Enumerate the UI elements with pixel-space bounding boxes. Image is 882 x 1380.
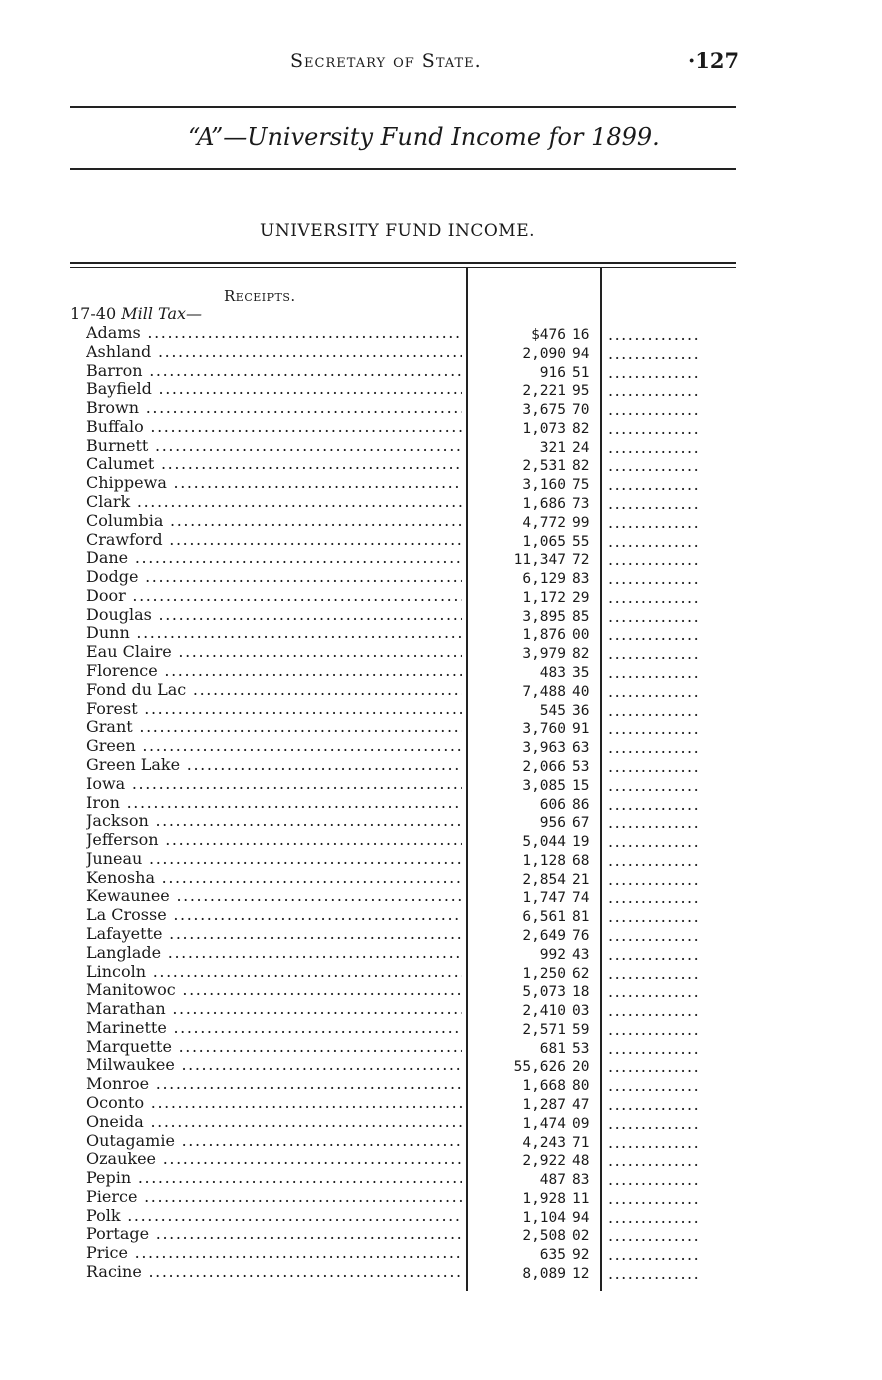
amount-dollars: 2,531 [522, 458, 566, 475]
empty-column-leader: .............. [608, 326, 701, 344]
amount-dollars: 3,895 [522, 608, 566, 625]
empty-column-leader: .............. [608, 1020, 701, 1039]
county-name: Kenosha ..... [86, 869, 462, 887]
county-name: Dodge ..... [86, 568, 462, 586]
table-row [0, 455, 882, 476]
empty-column-leader: .............. [608, 607, 701, 626]
amount-cents: 48 [572, 1153, 590, 1170]
amount-cents: 19 [572, 834, 590, 851]
amount-cents: 74 [572, 890, 590, 907]
table-row [0, 944, 882, 962]
amount-dollars: 1,250 [522, 965, 566, 982]
amount-cents: 55 [572, 533, 590, 550]
empty-column-leader: .............. [608, 570, 701, 589]
empty-column-leader: .............. [608, 776, 701, 795]
empty-column-leader: .............. [608, 1208, 701, 1227]
amount-dollars: 55,626 [513, 1059, 566, 1076]
table-row [0, 568, 882, 589]
county-name: Door ..... [86, 587, 462, 605]
amount-cents: 91 [572, 721, 590, 738]
amount-dollars: 2,221 [522, 383, 566, 400]
table-row [0, 662, 882, 683]
amount-dollars: 1,686 [522, 496, 566, 513]
county-name: Columbia ..... [86, 512, 462, 530]
amount-cents: 11 [572, 1190, 590, 1207]
amount-dollars: 1,474 [522, 1115, 566, 1132]
county-name: Green ..... [86, 737, 462, 755]
empty-column-leader: .............. [608, 1114, 701, 1133]
amount-cents: 94 [572, 1209, 590, 1226]
amount-dollars: 1,128 [522, 852, 566, 869]
receipts-heading: Receipts. [224, 287, 296, 305]
county-name: Marquette ..... [86, 1038, 462, 1056]
empty-column-leader: .............. [608, 908, 701, 927]
table-row [0, 756, 882, 774]
empty-column-leader: .............. [608, 588, 701, 607]
table-row [0, 512, 882, 530]
amount-cents: 09 [572, 1115, 590, 1132]
amount-cents: 85 [572, 608, 590, 625]
amount-dollars: 2,090 [522, 345, 566, 362]
empty-column-leader: .............. [608, 438, 701, 457]
county-name: Buffalo ..... [86, 418, 462, 436]
table-row [0, 643, 882, 664]
amount-cents: 95 [572, 383, 590, 400]
county-name: Oconto ..... [86, 1094, 462, 1112]
amount-cents: 82 [572, 420, 590, 437]
empty-column-leader: .............. [608, 1133, 701, 1152]
table-row [0, 549, 882, 570]
amount-cents: 59 [572, 1021, 590, 1038]
county-name: Juneau ..... [86, 850, 462, 868]
amount-cents: 80 [572, 1078, 590, 1095]
table-row [0, 1188, 882, 1206]
county-name: Brown ..... [86, 399, 462, 417]
amount-dollars: 3,160 [522, 477, 566, 494]
amount-cents: 16 [572, 327, 590, 343]
amount-cents: 00 [572, 627, 590, 644]
running-head: Secretary of State. [290, 50, 482, 72]
county-name: Clark ..... [86, 493, 462, 511]
county-name: Monroe ..... [86, 1075, 462, 1093]
table-row [0, 850, 882, 868]
table-row [0, 1038, 882, 1056]
amount-dollars: 1,073 [522, 420, 566, 437]
amount-cents: 63 [572, 740, 590, 757]
county-name: Racine ..... [86, 1263, 462, 1281]
amount-cents: 92 [572, 1247, 590, 1264]
empty-column-leader: .............. [608, 701, 701, 720]
empty-column-leader: .............. [608, 401, 701, 420]
empty-column-leader: .............. [608, 757, 701, 776]
county-name: Douglas ..... [86, 606, 462, 624]
county-name: Bayfield ..... [86, 380, 462, 398]
group-prefix: 17-40 [70, 304, 117, 323]
amount-dollars: 635 [539, 1247, 566, 1264]
amount-cents: 70 [572, 402, 590, 419]
empty-column-leader: .............. [608, 1246, 701, 1265]
amount-cents: 51 [572, 364, 590, 381]
table-row [0, 1244, 882, 1265]
table-row [0, 1113, 882, 1131]
empty-column-leader: .............. [608, 926, 701, 945]
table-row [0, 493, 882, 514]
amount-dollars: 2,854 [522, 871, 566, 888]
table-row [0, 1019, 882, 1037]
amount-cents: 86 [572, 796, 590, 813]
table-row [0, 925, 882, 943]
county-name: Iowa ..... [86, 775, 462, 793]
empty-column-leader: .............. [608, 889, 701, 908]
amount-cents: 24 [572, 439, 590, 456]
county-name: Pierce ..... [86, 1188, 462, 1206]
amount-cents: 82 [572, 458, 590, 475]
empty-column-leader: .............. [608, 419, 701, 438]
county-name: Ashland ..... [86, 343, 462, 361]
county-name: Forest ..... [86, 700, 462, 718]
county-name: Oneida ..... [86, 1113, 462, 1131]
empty-column-leader: .............. [608, 833, 701, 852]
empty-column-leader: .............. [608, 495, 701, 514]
empty-column-leader: .............. [608, 682, 701, 701]
amount-dollars: 2,922 [522, 1153, 566, 1170]
amount-dollars: 1,928 [522, 1190, 566, 1207]
county-name: Polk ..... [86, 1207, 462, 1225]
amount-cents: 67 [572, 815, 590, 832]
empty-column-leader: .............. [608, 814, 701, 833]
empty-column-leader: .............. [608, 513, 701, 532]
table-row [0, 474, 882, 495]
group-label-text: Mill Tax— [121, 304, 203, 323]
amount-cents: 73 [572, 496, 590, 513]
empty-column-leader: .............. [608, 1002, 701, 1021]
empty-column-leader: .............. [608, 720, 701, 739]
empty-column-leader: .............. [608, 1227, 701, 1246]
table-row [0, 606, 882, 624]
table-row [0, 1132, 882, 1150]
amount-cents: 76 [572, 927, 590, 944]
table-row [0, 1075, 882, 1096]
table-row [0, 531, 882, 549]
county-name: Florence ..... [86, 662, 462, 680]
table-row [0, 1000, 882, 1021]
amount-cents: 83 [572, 571, 590, 588]
page-number: ·127 [688, 48, 740, 73]
county-name: Manitowoc ..... [86, 981, 462, 999]
amount-dollars: $476 [531, 327, 566, 343]
amount-cents: 99 [572, 514, 590, 531]
table-row [0, 737, 882, 758]
amount-cents: 21 [572, 871, 590, 888]
empty-column-leader: .............. [608, 870, 701, 889]
county-name: La Crosse ..... [86, 906, 462, 924]
amount-cents: 40 [572, 683, 590, 700]
document-title: “A”—University Fund Income for 1899. [188, 123, 660, 151]
county-name: Calumet ..... [86, 455, 462, 473]
county-name: Crawford ..... [86, 531, 462, 549]
empty-column-leader: .............. [608, 795, 701, 814]
table-row [0, 681, 882, 699]
empty-column-leader: .............. [608, 1171, 701, 1190]
county-name: Ozaukee ..... [86, 1150, 462, 1168]
table-row [0, 700, 882, 718]
county-name: Lincoln ..... [86, 963, 462, 981]
table-row [0, 587, 882, 605]
table-row [0, 831, 882, 852]
table-row [0, 1094, 882, 1112]
empty-column-leader: .............. [608, 1095, 701, 1114]
table-row [0, 362, 882, 380]
amount-dollars: 8,089 [522, 1266, 566, 1282]
amount-dollars: 1,287 [522, 1096, 566, 1113]
table-row [0, 775, 882, 793]
amount-dollars: 2,649 [522, 927, 566, 944]
empty-column-leader: .............. [608, 1189, 701, 1208]
amount-cents: 43 [572, 946, 590, 963]
amount-cents: 15 [572, 777, 590, 794]
table-row [0, 1169, 882, 1190]
amount-dollars: 7,488 [522, 683, 566, 700]
county-name: Green Lake ..... [86, 756, 462, 774]
table-row [0, 1225, 882, 1246]
table-row [0, 906, 882, 927]
empty-column-leader: .............. [608, 363, 701, 382]
amount-cents: 62 [572, 965, 590, 982]
empty-column-leader: .............. [608, 1265, 701, 1283]
mill-tax-group-label [70, 304, 202, 323]
amount-dollars: 681 [539, 1040, 566, 1057]
amount-dollars: 5,073 [522, 984, 566, 1001]
table-row [0, 1263, 882, 1281]
amount-cents: 81 [572, 909, 590, 926]
amount-cents: 83 [572, 1172, 590, 1189]
amount-dollars: 4,772 [522, 514, 566, 531]
amount-cents: 53 [572, 758, 590, 775]
amount-dollars: 2,066 [522, 758, 566, 775]
amount-cents: 94 [572, 345, 590, 362]
county-name: Lafayette ..... [86, 925, 462, 943]
amount-dollars: 6,129 [522, 571, 566, 588]
table-subtitle: UNIVERSITY FUND INCOME. [260, 221, 536, 241]
amount-dollars: 3,675 [522, 402, 566, 419]
empty-column-leader: .............. [608, 1058, 701, 1077]
table-top-rule-2 [70, 267, 736, 268]
empty-column-leader: .............. [608, 551, 701, 570]
amount-dollars: 992 [539, 946, 566, 963]
table-row [0, 399, 882, 420]
table-row [0, 963, 882, 981]
amount-cents: 47 [572, 1096, 590, 1113]
table-row [0, 981, 882, 1002]
amount-dollars: 11,347 [513, 552, 566, 569]
empty-column-leader: .............. [608, 851, 701, 870]
empty-column-leader: .............. [608, 964, 701, 983]
table-row [0, 869, 882, 887]
empty-column-leader: .............. [608, 532, 701, 551]
amount-dollars: 4,243 [522, 1134, 566, 1151]
county-name: Jackson ..... [86, 812, 462, 830]
amount-dollars: 1,668 [522, 1078, 566, 1095]
amount-cents: 36 [572, 702, 590, 719]
table-row [0, 380, 882, 401]
empty-column-leader: .............. [608, 1152, 701, 1171]
amount-cents: 03 [572, 1003, 590, 1020]
amount-dollars: 606 [539, 796, 566, 813]
amount-dollars: 1,747 [522, 890, 566, 907]
amount-dollars: 916 [539, 364, 566, 381]
empty-column-leader: .............. [608, 457, 701, 476]
table-row [0, 624, 882, 645]
empty-column-leader: .............. [608, 476, 701, 495]
title-rule [70, 168, 736, 170]
table-row [0, 812, 882, 833]
table-row [0, 887, 882, 908]
amount-cents: 20 [572, 1059, 590, 1076]
amount-dollars: 483 [539, 665, 566, 682]
amount-dollars: 1,104 [522, 1209, 566, 1226]
top-rule [70, 106, 736, 108]
amount-cents: 68 [572, 852, 590, 869]
county-name: Eau Claire ..... [86, 643, 462, 661]
county-name: Price ..... [86, 1244, 462, 1262]
amount-cents: 02 [572, 1228, 590, 1245]
amount-dollars: 1,876 [522, 627, 566, 644]
county-name: Marinette ..... [86, 1019, 462, 1037]
amount-cents: 53 [572, 1040, 590, 1057]
amount-cents: 71 [572, 1134, 590, 1151]
amount-dollars: 6,561 [522, 909, 566, 926]
table-row [0, 1056, 882, 1077]
county-name: Kewaunee ..... [86, 887, 462, 905]
county-name: Milwaukee ..... [86, 1056, 462, 1074]
amount-cents: 18 [572, 984, 590, 1001]
empty-column-leader: .............. [608, 1077, 701, 1096]
table-row [0, 418, 882, 436]
amount-dollars: 3,760 [522, 721, 566, 738]
empty-column-leader: .............. [608, 344, 701, 363]
county-name: Dunn ..... [86, 624, 462, 642]
table-top-rule-1 [70, 262, 736, 264]
amount-dollars: 3,085 [522, 777, 566, 794]
empty-column-leader: .............. [608, 382, 701, 401]
amount-dollars: 3,963 [522, 740, 566, 757]
county-name: Pepin ..... [86, 1169, 462, 1187]
amount-dollars: 321 [539, 439, 566, 456]
table-row [0, 718, 882, 739]
amount-dollars: 5,044 [522, 834, 566, 851]
county-name: Jefferson ..... [86, 831, 462, 849]
amount-cents: 12 [572, 1266, 590, 1282]
amount-dollars: 487 [539, 1172, 566, 1189]
county-name: Langlade ..... [86, 944, 462, 962]
table-row [0, 1150, 882, 1171]
amount-dollars: 2,508 [522, 1228, 566, 1245]
empty-column-leader: .............. [608, 739, 701, 758]
amount-dollars: 545 [539, 702, 566, 719]
amount-cents: 35 [572, 665, 590, 682]
amount-cents: 29 [572, 589, 590, 606]
county-name: Grant ..... [86, 718, 462, 736]
empty-column-leader: .............. [608, 945, 701, 964]
amount-dollars: 2,571 [522, 1021, 566, 1038]
county-name: Adams ..... [86, 324, 462, 342]
county-name: Portage ..... [86, 1225, 462, 1243]
amount-dollars: 3,979 [522, 646, 566, 663]
empty-column-leader: .............. [608, 983, 701, 1002]
county-name: Chippewa ..... [86, 474, 462, 492]
county-name: Iron ..... [86, 794, 462, 812]
empty-column-leader: .............. [608, 664, 701, 683]
county-name: Dane ..... [86, 549, 462, 567]
table-row [0, 437, 882, 455]
table-row [0, 794, 882, 812]
table-row [0, 343, 882, 361]
table-row [0, 324, 882, 342]
empty-column-leader: .............. [608, 1039, 701, 1058]
county-name: Burnett ..... [86, 437, 462, 455]
county-name: Barron ..... [86, 362, 462, 380]
county-name: Fond du Lac ..... [86, 681, 462, 699]
amount-dollars: 956 [539, 815, 566, 832]
amount-cents: 72 [572, 552, 590, 569]
amount-dollars: 1,065 [522, 533, 566, 550]
empty-column-leader: .............. [608, 626, 701, 645]
empty-column-leader: .............. [608, 645, 701, 664]
county-name: Outagamie ..... [86, 1132, 462, 1150]
table-row [0, 1207, 882, 1225]
county-name: Marathan ..... [86, 1000, 462, 1018]
amount-dollars: 1,172 [522, 589, 566, 606]
amount-dollars: 2,410 [522, 1003, 566, 1020]
amount-cents: 82 [572, 646, 590, 663]
amount-cents: 75 [572, 477, 590, 494]
